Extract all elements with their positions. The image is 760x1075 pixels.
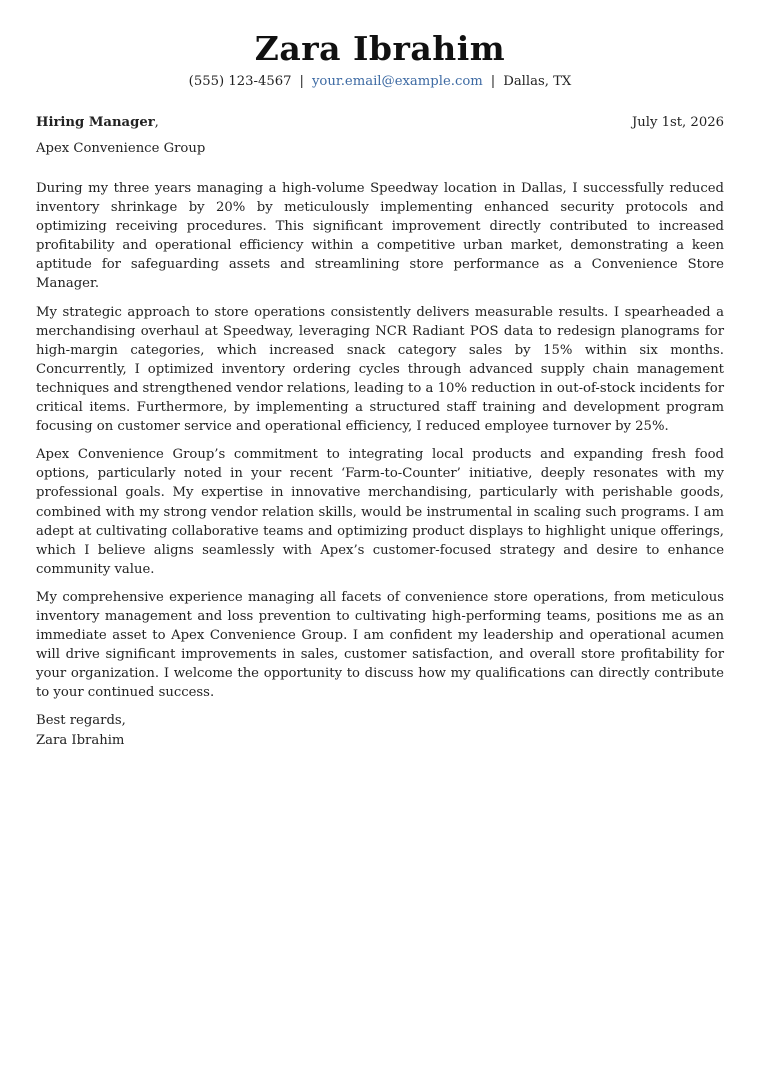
- phone-number: (555) 123-4567: [188, 74, 292, 89]
- letter-body: [36, 179, 724, 702]
- recipient: [36, 114, 159, 132]
- signature: Zara Ibrahim: [36, 732, 125, 748]
- recipient-date-row: [36, 114, 724, 132]
- email-link[interactable]: your.email@example.com: [311, 74, 483, 89]
- letter-date: July 1st, 2026: [631, 115, 724, 130]
- recipient-name: Hiring Manager: [36, 115, 155, 130]
- company-name: Apex Convenience Group: [36, 141, 206, 156]
- applicant-name: Zara Ibrahim: [254, 29, 506, 68]
- contact-separator: |: [299, 74, 304, 89]
- closing-salutation: Best regards,: [36, 713, 126, 729]
- body-paragraph: During my three years managing a high-volume Speedway location in Dallas, I successfully reduced inventory shrinkage by 20% by meticulously implementing enhanced security protocols and optimizing receiving procedures. This significant improvement directly contributed to increased profitability and operational efficiency within a competitive urban market, demonstrating a keen aptitude for safeguarding assets and streamlining store performance as a Convenience Store Manager.: [36, 181, 724, 292]
- contact-separator: |: [490, 74, 496, 89]
- closing-block: [36, 711, 724, 750]
- body-paragraph: My strategic approach to store operations consistently delivers measurable results. I spearheaded a merchandising overhaul at Speedway, leveraging NCR Radiant POS data to redesign planograms for high-margin categories, which increased snack category sales by 15% within six months. Concurrently, I optimized inventory ordering cycles through advanced supply chain management techniques and strengthened vendor relations, leading to a 10% reduction in out-of-stock incidents for critical items. Furthermore, by implementing a structured staff training and development program focusing on customer service and operational efficiency, I reduced employee turnover by 25%.: [36, 304, 724, 435]
- body-paragraph: Apex Convenience Group’s commitment to integrating local products and expanding fresh food options, particularly noted in your recent ‘Farm-to-Counter’ initiative, deeply resonates with my professional goals. My expertise in innovative merchandising, particularly with perishable goods, combined with my strong vendor relation skills, would be instrumental in scaling such programs. I am adept at cultivating collaborative teams and optimizing product displays to highlight unique offerings, which I believe aligns seamlessly with Apex’s customer-focused strategy and desire to enhance community value.: [36, 447, 724, 577]
- contact-line: [36, 73, 724, 91]
- recipient-punctuation: ,: [154, 115, 159, 130]
- body-paragraph: My comprehensive experience managing all facets of convenience store operations, from meticulous inventory management and loss prevention to cultivating high-performing teams, positions me as an immediate asset to Apex Convenience Group. I am confident my leadership and operational acumen will drive significant improvements in sales, customer satisfaction, and overall store profitability for your organization. I welcome the opportunity to discuss how my qualifications can directly contribute to your continued success.: [36, 589, 724, 701]
- location: Dallas, TX: [503, 74, 572, 89]
